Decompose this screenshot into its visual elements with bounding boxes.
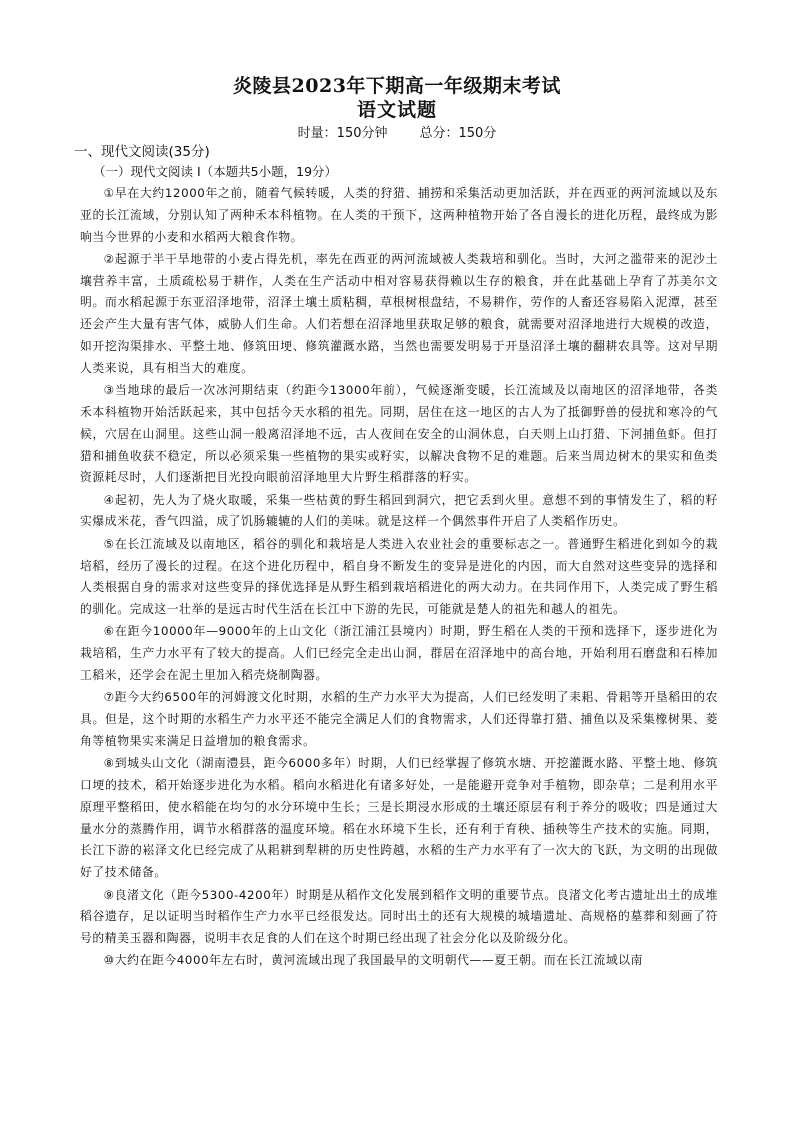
paragraph-10: ⑩大约在距今4000年左右时，黄河流域出现了我国最早的文明朝代——夏王朝。而在长江流域以南 xyxy=(103,953,644,968)
exam-meta xyxy=(0,125,794,143)
exam-subtitle: 语文试题 xyxy=(356,99,437,121)
reading-passage xyxy=(80,183,718,973)
paragraph-9: ⑨良渚文化（距今5300-4200年）时期是从稻作文化发展到稻作文明的重要节点。良渚文化考古遗址出土的成堆稻谷遗存，足以证明当时稻作生产力水平已经很发达。同时出土的还有大规模的城墙遗址、高规格的墓葬和刻画了符号的精美玉器和陶器，说明丰衣足食的人们在这个时期已经出现了社会分化以及阶级分化。 xyxy=(80,887,718,946)
paragraph-5: ⑤在长江流域及以南地区，稻谷的驯化和栽培是人类进入农业社会的重要标志之一。普通野生稻进化到如今的栽培稻，经历了漫长的过程。在这个进化历程中，稻自身不断发生的变异是进化的内因，而大自然对这些变异的选择和人类根据自身的需求对这些变异的择优选择是从野生稻到栽培稻进化的两大动力。在共同作用下，人类完成了野生稻的驯化。完成这一壮举的是远古时代生活在长江中下游的先民，可能就是楚人的祖先和越人的祖先。 xyxy=(80,536,718,617)
paragraph-1: ①早在大约12000年之前，随着气候转暖，人类的狩猎、捕捞和采集活动更加活跃，并在西亚的两河流域以及东亚的长江流域，分别认知了两种禾本科植物。在人类的干预下，这两种植物开始了各自漫长的进化历程，最终成为影响当今世界的小麦和水稻两大粮食作物。 xyxy=(80,186,718,244)
exam-header xyxy=(0,74,794,143)
paragraph-7: ⑦距今大约6500年的河姆渡文化时期，水稻的生产力水平大为提高，人们已经发明了耒耜、骨耜等开垦稻田的农具。但是，这个时期的水稻生产力水平还不能完全满足人们的食物需求，人们还得靠打猎、捕鱼以及采集橡树果、菱角等植物果实来满足日益增加的粮食需求。 xyxy=(80,690,718,748)
paragraph-6: ⑥在距今10000年—9000年的上山文化（浙江浦江县境内）时期，野生稻在人类的干预和选择下，逐步进化为栽培稻，生产力水平有了较大的提高。人们已经完全走出山洞，群居在沼泽地中的高台地，开始利用石磨盘和石棒加工稻米，还学会在泥土里加入稻壳烧制陶器。 xyxy=(80,624,718,683)
paragraph-3: ③当地球的最后一次冰河期结束（约距今13000年前），气候逐渐变暖，长江流域及以南地区的沼泽地带，各类禾本科植物开始活跃起来，其中包括今天水稻的祖先。同期，居住在这一地区的古人为了抵御野兽的侵扰和寒冷的气候，穴居在山洞里。这些山洞一般离沼泽地不远，古人夜间在安全的山洞休息，白天则上山打猎、下河捕鱼虾。但打猎和捕鱼收获不稳定，所以必须采集一些植物的果实或籽实，以解决食物不足的难题。后来当周边树木的果实和鱼类资源耗尽时，人们逐渐把目光投向眼前沼泽地里大片野生稻群落的籽实。 xyxy=(80,383,718,485)
exam-score: 总分：150分 xyxy=(419,126,497,141)
exam-title: 炎陵县2023年下期高一年级期末考试 xyxy=(233,75,561,97)
paragraph-4: ④起初，先人为了烧火取暖，采集一些枯黄的野生稻回到洞穴，把它丢到火里。意想不到的事情发生了，稻的籽实爆成米花，香气四溢，成了饥肠辘辘的人们的美味。就是这样一个偶然事件开启了人类稻作历史。 xyxy=(80,492,718,529)
subsection-heading: （一）现代文阅读 I（本题共5小题，19分） xyxy=(93,164,338,179)
section-heading: 一、现代文阅读(35分) xyxy=(74,144,210,160)
exam-time: 时量：150分钟 xyxy=(297,126,388,141)
paragraph-2: ②起源于半干旱地带的小麦占得先机，率先在西亚的两河流域被人类栽培和驯化。当时，大河之滥带来的泥沙土壤营养丰富，土质疏松易于耕作，人类在生产活动中相对容易获得赖以生存的粮食，并在此基础上孕育了苏美尔文明。而水稻起源于东亚沼泽地带，沼泽土壤土质粘稠，草根树根盘结，不易耕作，劳作的人畜还容易陷入泥潭，甚至还会产生大量有害气体，威胁人们生命。人们若想在沼泽地里获取足够的粮食，就需要对沼泽地进行大规模的改造，如开挖沟渠排水、平整土地、修筑田埂、修筑灌溉水路，当然也需要发明易于开垦沼泽土壤的翻耕农具等。这对早期人类来说，具有相当大的难度。 xyxy=(80,251,718,375)
paragraph-8: ⑧到城头山文化（湖南澧县，距今6000多年）时期，人们已经掌握了修筑水塘、开挖灌溉水路、平整土地、修筑口埂的技术，稻开始逐步进化为水稻。稻向水稻进化有诸多好处，一是能避开竞争对手植物，即杂草；二是利用水平原理平整稻田，使水稻能在均匀的水分环境中生长；三是长期浸水形成的土壤还原层有利于养分的吸收；四是通过大量水分的蒸腾作用，调节水稻群落的温度环境。稻在水环境下生长，还有利于育秧、插秧等生产技术的实施。同期，长江下游的崧泽文化已经完成了从耜耕到犁耕的历史性跨越，水稻的生产力水平有了一次大的飞跃，为文明的出现做好了技术储备。 xyxy=(80,756,718,880)
